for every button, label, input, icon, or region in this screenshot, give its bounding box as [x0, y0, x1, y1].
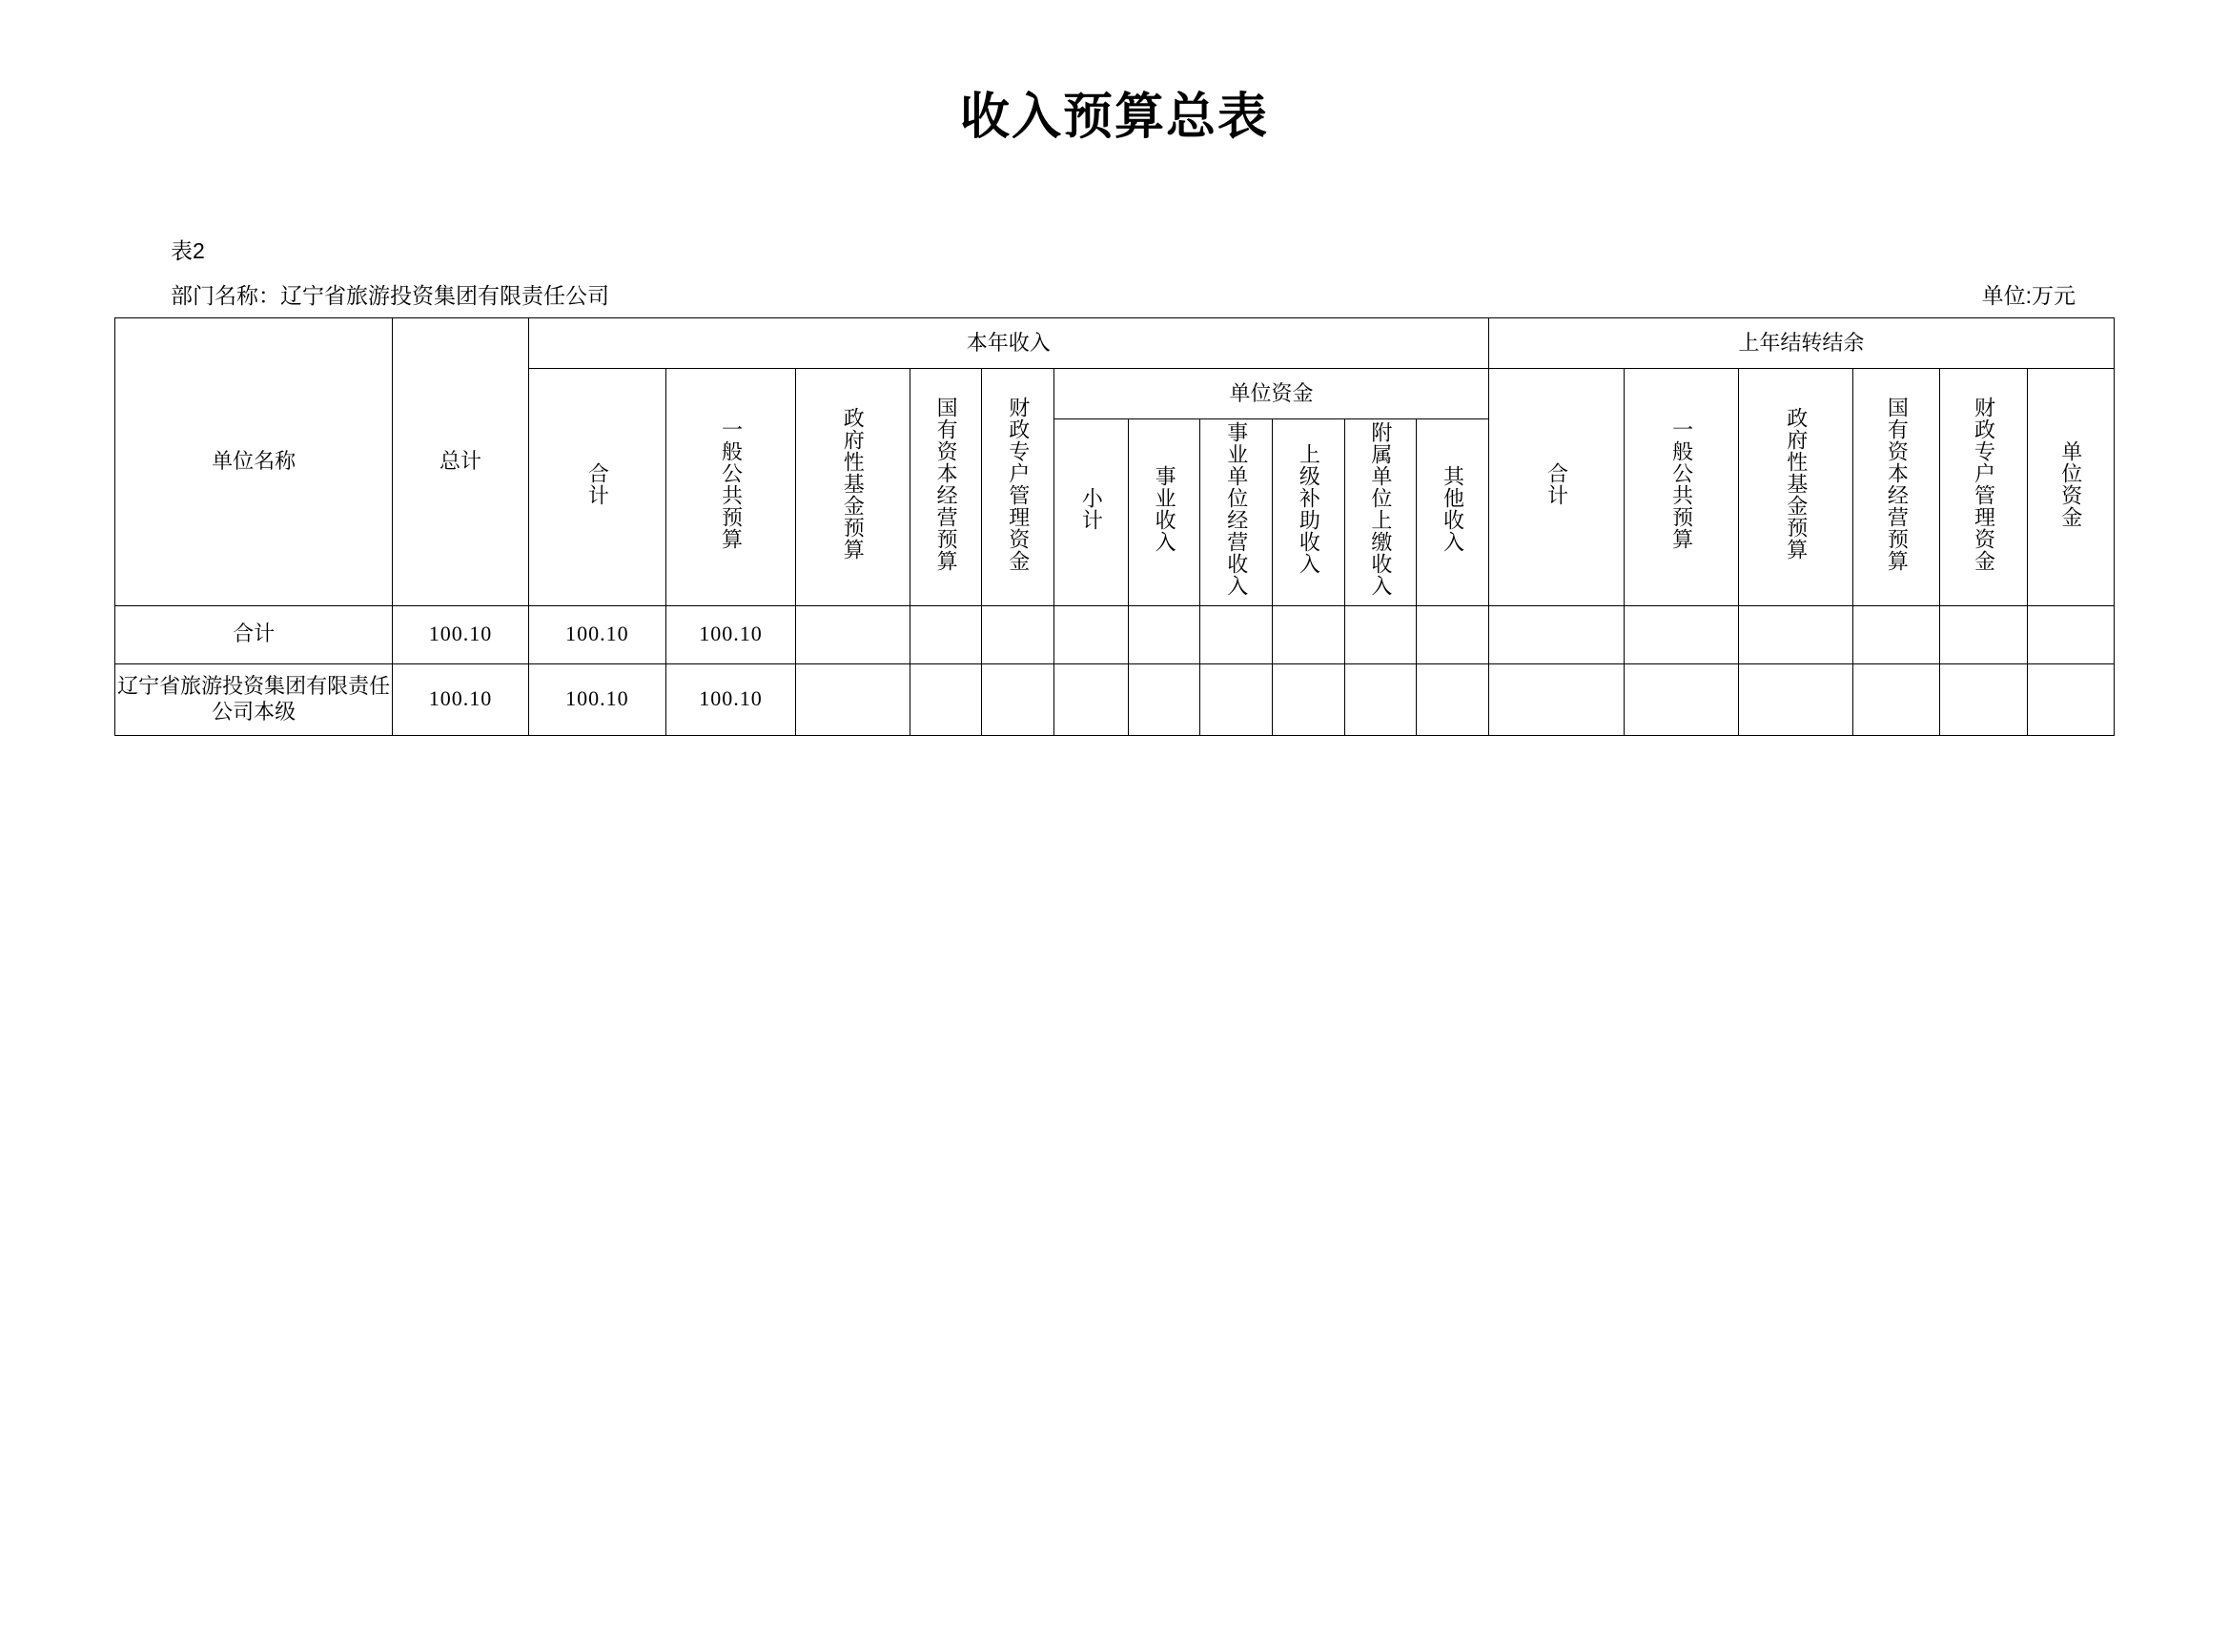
row-cy-statecap [910, 605, 982, 663]
header-co-general-text: 一般公共预算 [1669, 418, 1694, 550]
row-uf-business [1128, 663, 1200, 735]
row-co-govfund [1739, 663, 1853, 735]
row-uf-business [1128, 605, 1200, 663]
row-uf-subordinate [1344, 663, 1417, 735]
department-label: 部门名称： [171, 283, 280, 308]
header-uf-business-text: 事业收入 [1153, 465, 1177, 553]
header-co-statecap [1853, 369, 1940, 606]
row-cy-subtotal: 100.10 [528, 663, 666, 735]
row-cy-fiscal [982, 663, 1054, 735]
header-co-subtotal [1488, 369, 1624, 606]
header-total: 总计 [393, 318, 528, 606]
page-title: 收入预算总表 [959, 90, 1269, 145]
table-row [115, 663, 2115, 735]
row-cy-statecap [910, 663, 982, 735]
header-cy-statecap-text: 国有资本经营预算 [934, 396, 959, 572]
header-uf-subtotal-text: 小计 [1079, 487, 1104, 531]
header-co-subtotal-text: 合计 [1544, 461, 1569, 506]
row-cy-general: 100.10 [666, 605, 796, 663]
header-uf-superior-text: 上级补助收入 [1297, 443, 1321, 575]
department-name: 辽宁省旅游投资集团有限责任公司 [280, 283, 609, 308]
row-total: 100.10 [393, 605, 528, 663]
header-cy-general [666, 369, 796, 606]
row-co-general [1625, 605, 1739, 663]
row-name: 辽宁省旅游投资集团有限责任公司本级 [115, 663, 393, 735]
header-row-1 [115, 318, 2115, 369]
header-cy-statecap [910, 369, 982, 606]
header-cy-subtotal [528, 369, 666, 606]
header-cy-govfund [795, 369, 910, 606]
row-uf-subordinate [1344, 605, 1417, 663]
header-uf-business [1128, 419, 1200, 606]
header-cy-govfund-text: 政府性基金预算 [841, 407, 866, 561]
row-cy-subtotal: 100.10 [528, 605, 666, 663]
header-co-fiscal [1940, 369, 2027, 606]
row-co-govfund [1739, 605, 1853, 663]
row-cy-fiscal [982, 605, 1054, 663]
row-cy-govfund [795, 605, 910, 663]
table-row [115, 605, 2115, 663]
header-uf-subordinate [1344, 419, 1417, 606]
header-co-statecap-text: 国有资本经营预算 [1885, 396, 1910, 572]
row-total: 100.10 [393, 663, 528, 735]
header-uf-subtotal [1054, 419, 1129, 606]
row-uf-operating [1200, 663, 1273, 735]
unit-note: 单位:万元 [1981, 283, 2076, 308]
document-page [0, 76, 2229, 1652]
header-carryover: 上年结转结余 [1488, 318, 2114, 369]
department-line [171, 278, 609, 310]
header-co-fiscal-text: 财政专户管理资金 [1972, 396, 1996, 572]
header-co-govfund [1739, 369, 1853, 606]
row-uf-other [1417, 663, 1489, 735]
row-co-unitfunds [2027, 663, 2114, 735]
row-co-statecap [1853, 663, 1940, 735]
header-co-general [1625, 369, 1739, 606]
row-co-fiscal [1940, 663, 2027, 735]
row-name: 合计 [115, 605, 393, 663]
row-uf-subtotal [1054, 663, 1129, 735]
header-uf-subordinate-text: 附属单位上缴收入 [1368, 421, 1393, 597]
row-co-subtotal [1488, 663, 1624, 735]
row-co-general [1625, 663, 1739, 735]
table-number: 表2 [171, 238, 205, 263]
meta-row [171, 278, 2116, 310]
row-uf-other [1417, 605, 1489, 663]
header-co-unitfunds [2027, 369, 2114, 606]
header-cy-fiscal-text: 财政专户管理资金 [1006, 396, 1031, 572]
header-co-unitfunds-text: 单位资金 [2058, 439, 2083, 528]
header-cy-fiscal [982, 369, 1054, 606]
header-uf-operating-text: 事业单位经营收入 [1224, 421, 1249, 597]
header-cy-general-text: 一般公共预算 [719, 418, 744, 550]
budget-table [114, 317, 2115, 736]
row-co-statecap [1853, 605, 1940, 663]
header-unit-name: 单位名称 [115, 318, 393, 606]
header-co-govfund-text: 政府性基金预算 [1784, 407, 1809, 561]
header-unit-funds: 单位资金 [1054, 369, 1489, 419]
meta-block [113, 234, 2116, 310]
header-uf-other [1417, 419, 1489, 606]
row-uf-operating [1200, 605, 1273, 663]
header-cy-subtotal-text: 合计 [585, 461, 610, 506]
row-uf-superior [1273, 605, 1345, 663]
row-co-unitfunds [2027, 605, 2114, 663]
header-current-year-income: 本年收入 [528, 318, 1488, 369]
row-cy-general: 100.10 [666, 663, 796, 735]
row-cy-govfund [795, 663, 910, 735]
row-uf-subtotal [1054, 605, 1129, 663]
header-uf-other-text: 其他收入 [1441, 465, 1465, 553]
row-co-subtotal [1488, 605, 1624, 663]
header-uf-superior [1273, 419, 1345, 606]
row-uf-superior [1273, 663, 1345, 735]
row-co-fiscal [1940, 605, 2027, 663]
header-uf-operating [1200, 419, 1273, 606]
